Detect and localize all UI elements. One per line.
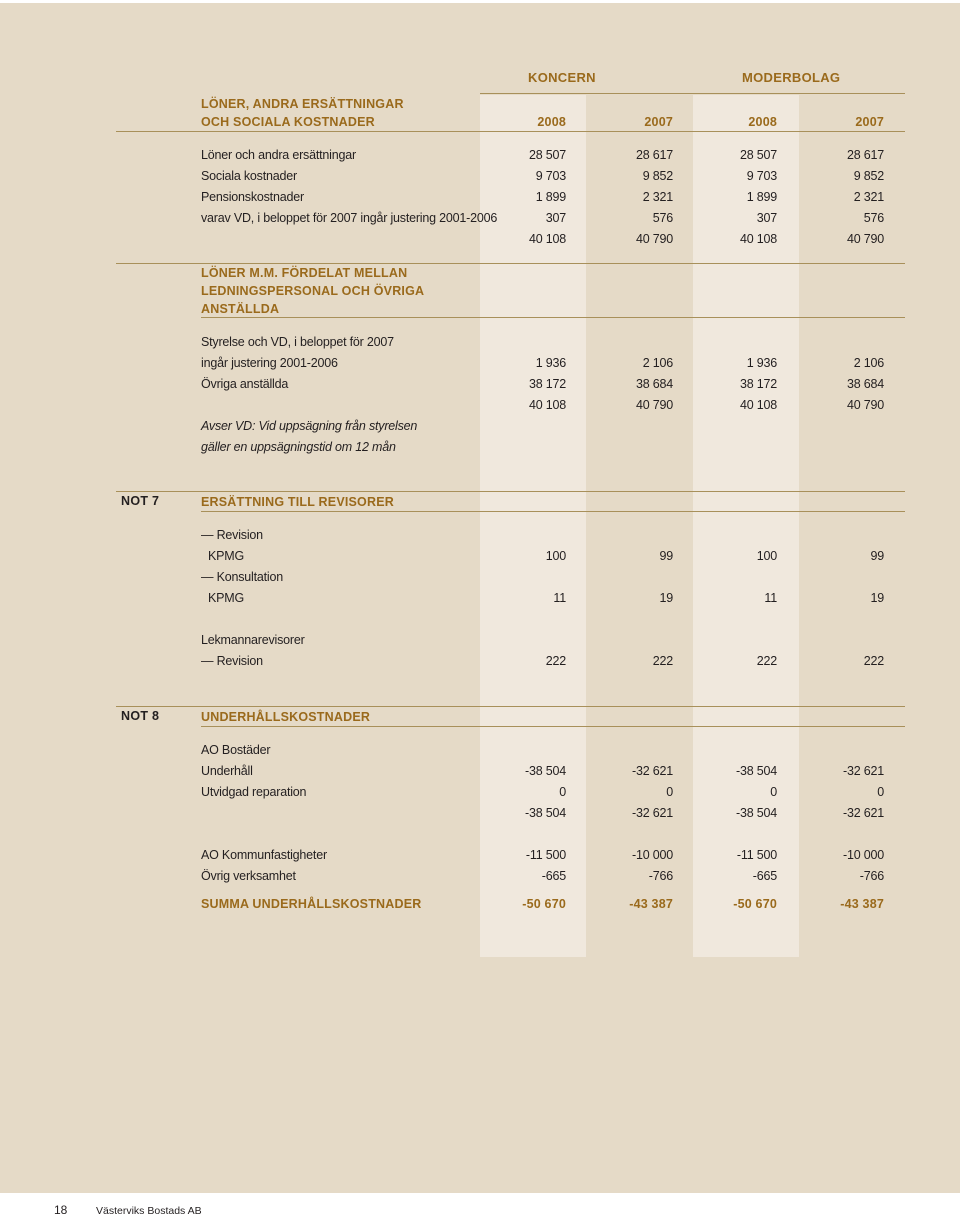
row-label: Underhåll <box>201 764 253 778</box>
cell-value: -32 621 <box>843 764 884 778</box>
summary-value: -43 387 <box>629 897 673 911</box>
row-label: Lekmannarevisorer <box>201 633 305 647</box>
cell-value: 2 106 <box>642 356 673 370</box>
cell-value: -10 000 <box>843 848 884 862</box>
cell-value: 576 <box>652 211 673 225</box>
cell-value: 11 <box>553 591 566 605</box>
cell-value: -11 500 <box>525 848 566 862</box>
row-label: varav VD, i beloppet för 2007 ingår justering 2001-2006 <box>201 211 498 225</box>
cell-value: 222 <box>863 654 884 668</box>
cell-value: 576 <box>863 211 884 225</box>
cell-value: 19 <box>659 591 673 605</box>
section-title: OCH SOCIALA KOSTNADER <box>201 115 375 129</box>
cell-value: -10 000 <box>632 848 673 862</box>
summary-label: SUMMA UNDERHÅLLSKOSTNADER <box>201 897 422 911</box>
total-value: 40 108 <box>739 232 777 246</box>
divider <box>116 491 905 492</box>
cell-value: 0 <box>559 785 566 799</box>
row-label: AO Kommunfastigheter <box>201 848 327 862</box>
row-label: KPMG <box>208 549 245 563</box>
cell-value: 9 852 <box>853 169 884 183</box>
cell-value: 1 899 <box>535 190 566 204</box>
cell-value: 9 703 <box>535 169 566 183</box>
total-value: 40 790 <box>635 398 673 412</box>
cell-value: 222 <box>652 654 673 668</box>
group-header-koncern: KONCERN <box>528 70 596 85</box>
cell-value: 28 507 <box>528 148 566 162</box>
company-name: Västerviks Bostads AB <box>96 1205 202 1217</box>
divider <box>201 511 905 512</box>
cell-value: 0 <box>770 785 777 799</box>
cell-value: 38 684 <box>635 377 673 391</box>
cell-value: 222 <box>545 654 566 668</box>
row-label: — Revision <box>201 654 263 668</box>
summary-value: -50 670 <box>522 897 566 911</box>
cell-value: 38 684 <box>846 377 884 391</box>
note-number: NOT 8 <box>121 709 160 723</box>
row-label: Löner och andra ersättningar <box>201 148 356 162</box>
group-header-moderbolag: MODERBOLAG <box>742 70 841 85</box>
row-label: Övriga anställda <box>201 377 289 391</box>
cell-value: 307 <box>545 211 566 225</box>
subtotal-value: -32 621 <box>632 806 673 820</box>
section-title: LÖNER, ANDRA ERSÄTTNINGAR <box>201 97 404 111</box>
cell-value: 1 899 <box>746 190 777 204</box>
row-label: ingår justering 2001-2006 <box>201 356 338 370</box>
year-header: 2007 <box>644 115 673 129</box>
year-header: 2008 <box>537 115 566 129</box>
divider <box>480 93 905 94</box>
row-label: AO Bostäder <box>201 743 271 757</box>
divider <box>116 706 905 707</box>
cell-value: 99 <box>870 549 884 563</box>
total-value: 40 790 <box>635 232 673 246</box>
cell-value: 307 <box>756 211 777 225</box>
row-label: Sociala kostnader <box>201 169 297 183</box>
cell-value: 28 617 <box>846 148 884 162</box>
cell-value: 9 703 <box>746 169 777 183</box>
cell-value: 38 172 <box>739 377 777 391</box>
cell-value: -11 500 <box>736 848 777 862</box>
year-header: 2008 <box>748 115 777 129</box>
cell-value: 99 <box>659 549 673 563</box>
row-label: Styrelse och VD, i beloppet för 2007 <box>201 335 394 349</box>
cell-value: 100 <box>545 549 566 563</box>
cell-value: 2 321 <box>642 190 673 204</box>
cell-value: -766 <box>859 869 884 883</box>
subtotal-value: -32 621 <box>843 806 884 820</box>
cell-value: 0 <box>666 785 673 799</box>
divider <box>116 263 905 264</box>
cell-value: 28 507 <box>739 148 777 162</box>
total-value: 40 790 <box>846 398 884 412</box>
page-number: 18 <box>54 1203 68 1217</box>
cell-value: 1 936 <box>746 356 777 370</box>
divider <box>201 726 905 727</box>
cell-value: 38 172 <box>528 377 566 391</box>
section-title: UNDERHÅLLSKOSTNADER <box>201 710 371 724</box>
cell-value: 9 852 <box>642 169 673 183</box>
cell-value: 19 <box>870 591 884 605</box>
cell-value: 28 617 <box>635 148 673 162</box>
cell-value: 2 106 <box>853 356 884 370</box>
row-label: — Revision <box>201 528 263 542</box>
row-label: Övrig verksamhet <box>201 869 296 883</box>
cell-value: 100 <box>756 549 777 563</box>
cell-value: -38 504 <box>525 764 566 778</box>
section-title: LEDNINGSPERSONAL OCH ÖVRIGA <box>201 284 425 298</box>
total-value: 40 108 <box>739 398 777 412</box>
total-value: 40 108 <box>528 232 566 246</box>
note-number: NOT 7 <box>121 494 160 508</box>
row-label: Pensionskostnader <box>201 190 304 204</box>
section-title: ERSÄTTNING TILL REVISORER <box>201 495 394 509</box>
footnote: Avser VD: Vid uppsägning från styrelsen <box>201 419 418 433</box>
cell-value: -32 621 <box>632 764 673 778</box>
divider <box>201 317 905 318</box>
cell-value: 222 <box>756 654 777 668</box>
cell-value: 2 321 <box>853 190 884 204</box>
cell-value: 0 <box>877 785 884 799</box>
total-value: 40 790 <box>846 232 884 246</box>
section-title: ANSTÄLLDA <box>201 302 280 316</box>
subtotal-value: -38 504 <box>736 806 777 820</box>
summary-value: -50 670 <box>733 897 777 911</box>
cell-value: -665 <box>541 869 566 883</box>
cell-value: 1 936 <box>535 356 566 370</box>
section-title: LÖNER M.M. FÖRDELAT MELLAN <box>201 266 408 280</box>
total-value: 40 108 <box>528 398 566 412</box>
cell-value: -38 504 <box>736 764 777 778</box>
subtotal-value: -38 504 <box>525 806 566 820</box>
divider <box>116 131 905 132</box>
cell-value: -665 <box>752 869 777 883</box>
row-label: KPMG <box>208 591 245 605</box>
footnote: gäller en uppsägningstid om 12 mån <box>201 440 396 454</box>
row-label: Utvidgad reparation <box>201 785 307 799</box>
summary-value: -43 387 <box>840 897 884 911</box>
row-label: — Konsultation <box>201 570 283 584</box>
cell-value: 11 <box>764 591 777 605</box>
year-header: 2007 <box>855 115 884 129</box>
report-page <box>0 3 960 1193</box>
cell-value: -766 <box>648 869 673 883</box>
